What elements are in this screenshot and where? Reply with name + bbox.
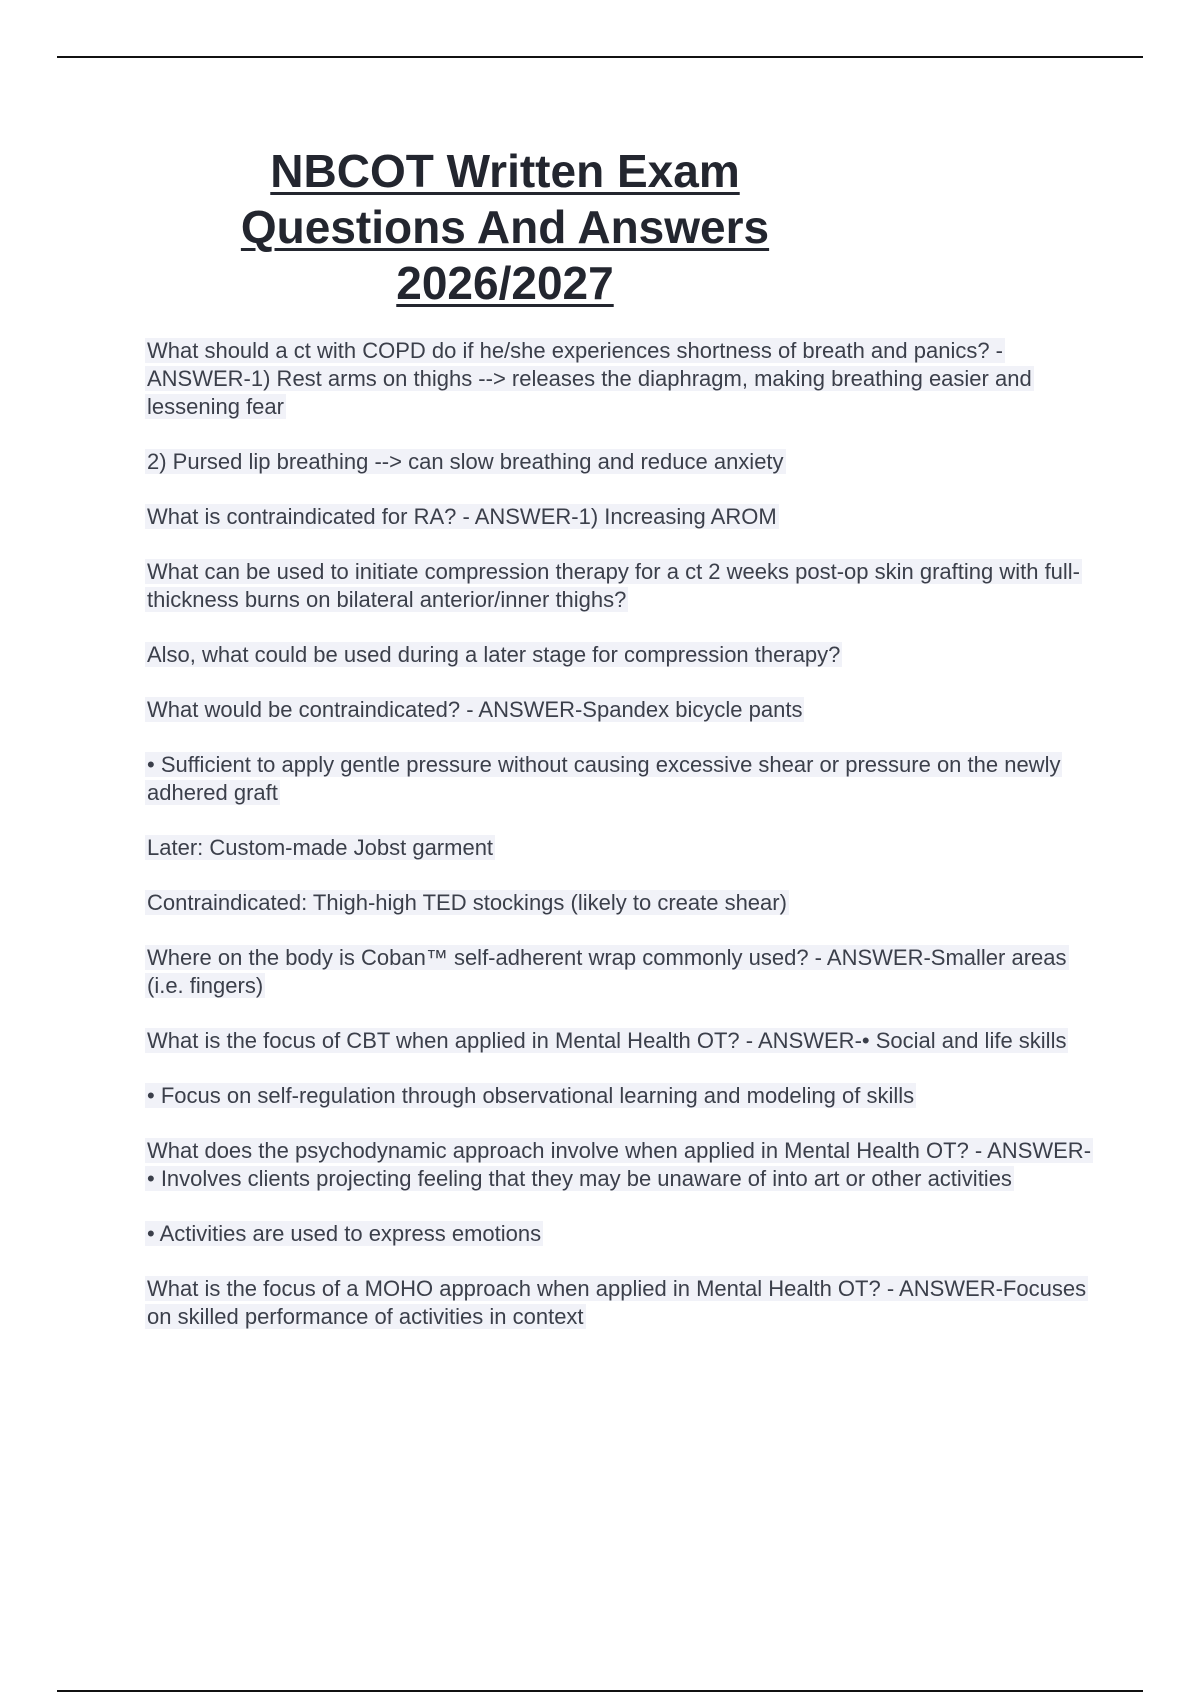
document-body [145,337,1095,1358]
paragraph: • Focus on self-regulation through observational learning and modeling of skills [147,1083,915,1108]
title-line-1: NBCOT Written Exam [270,145,740,197]
paragraph: What should a ct with COPD do if he/she experiences shortness of breath and panics? - ANSWER-1) Rest arms on thighs --> releases the diaphragm, making breathing easier and lessening fear [147,338,1032,419]
paragraph: Later: Custom-made Jobst garment [147,835,494,860]
document-title [140,143,870,311]
paragraph: 2) Pursed lip breathing --> can slow breathing and reduce anxiety [147,449,784,474]
paragraph: What does the psychodynamic approach involve when applied in Mental Health OT? - ANSWER-• Involves clients projecting feeling that they may be unaware of into art or other activities [147,1138,1092,1191]
paragraph: Where on the body is Coban™ self-adherent wrap commonly used? - ANSWER-Smaller areas (i.e. fingers) [147,945,1067,998]
paragraph: • Activities are used to express emotions [147,1221,542,1246]
paragraph: What is contraindicated for RA? - ANSWER-1) Increasing AROM [147,504,777,529]
paragraph: What would be contraindicated? - ANSWER-Spandex bicycle pants [147,697,803,722]
bottom-divider [57,1690,1143,1692]
paragraph: What can be used to initiate compression therapy for a ct 2 weeks post-op skin grafting with full-thickness burns on bilateral anterior/inner thighs? [147,559,1081,612]
paragraph: Contraindicated: Thigh-high TED stockings (likely to create shear) [147,890,787,915]
title-line-3: 2026/2027 [396,257,614,309]
top-divider [57,56,1143,58]
paragraph: • Sufficient to apply gentle pressure without causing excessive shear or pressure on the newly adhered graft [147,752,1061,805]
paragraph: What is the focus of CBT when applied in Mental Health OT? - ANSWER-• Social and life skills [147,1028,1067,1053]
paragraph: Also, what could be used during a later stage for compression therapy? [147,642,841,667]
title-line-2: Questions And Answers [240,201,770,253]
paragraph: What is the focus of a MOHO approach when applied in Mental Health OT? - ANSWER-Focuses on skilled performance of activities in context [147,1276,1087,1329]
